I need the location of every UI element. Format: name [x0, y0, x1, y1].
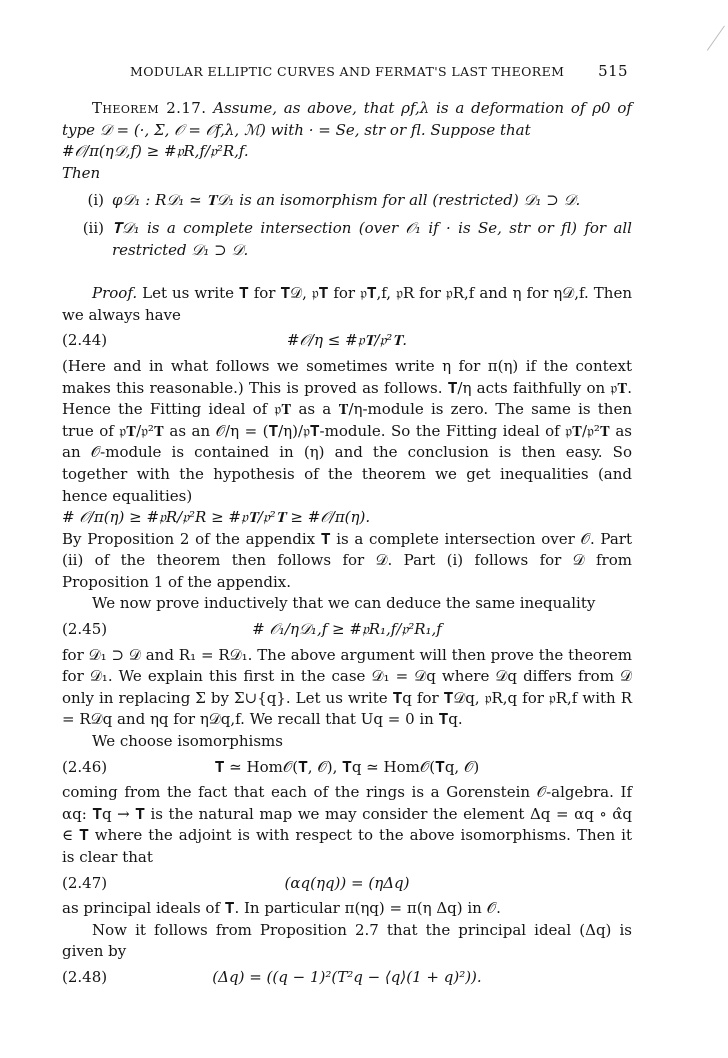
theorem-label: Theorem 2.17. [92, 99, 207, 117]
equation-body: #𝒪/η ≤ #𝔭𝐓/𝔭²𝐓. [286, 331, 408, 350]
theorem-item [62, 218, 632, 261]
theorem-display-eq: #𝒪/π(η𝒟,f) ≥ #𝔭R,f/𝔭²R,f. [62, 142, 249, 161]
proof-paragraph: We choose isomorphisms [92, 732, 283, 751]
equation-tag: (2.46) [62, 757, 108, 776]
proof-paragraph: as principal ideals of 𝐓. In particular π(ηq) = π(η Δq) in 𝒪. [62, 899, 501, 918]
item-label: (ii) [82, 218, 104, 237]
theorem-items [62, 190, 632, 261]
proof-text: Let us write 𝐓 for 𝐓𝒟, 𝔭𝐓 for 𝔭𝐓,f, 𝔭R for 𝔭R,f and η for η𝒟,f. Then we always have [62, 284, 632, 324]
equation-2-47 [62, 873, 632, 895]
proof-paragraph: By Proposition 2 of the appendix 𝐓 is a complete intersection over 𝒪. Part (ii) of the theorem then follows for 𝒟. Part (i) follows for 𝒟 from Proposition 1 of the appendix. [62, 529, 632, 591]
proof-paragraph: for 𝒟₁ ⊃ 𝒟 and R₁ = R𝒟₁. The above argument will then prove the theorem for 𝒟₁. We explain this first in the case 𝒟₁ = 𝒟q where 𝒟q differs from 𝒟 only in replacing Σ by Σ∪{q}. Let us write 𝐓q for 𝐓𝒟q, 𝔭R,q for 𝔭R,f with R = R𝒟q and ηq for η𝒟q,f. We recall that Uq = 0 in 𝐓q. [62, 645, 632, 729]
running-title: MODULAR ELLIPTIC CURVES AND FERMAT'S LAST THEOREM [130, 64, 565, 79]
equation-body: (Δq) = ((q − 1)²(T²q − ⟨q⟩(1 + q)²)). [212, 967, 482, 986]
equation-body: # 𝒪₁/η𝒟₁,f ≥ #𝔭R₁,f/𝔭²R₁,f [252, 620, 442, 639]
equation-tag: (2.48) [62, 967, 108, 986]
proof-label: Proof. [92, 284, 138, 303]
item-text: 𝐓𝒟₁ is a complete intersection (over 𝒪₁ if · is Se, str or fl) for all restricted 𝒟₁ ⊃ 𝒟. [112, 218, 632, 259]
page-number: 515 [598, 62, 628, 80]
item-text: φ𝒟₁ : R𝒟₁ ≃ 𝐓𝒟₁ is an isomorphism for all (restricted) 𝒟₁ ⊃ 𝒟. [112, 191, 581, 210]
item-label: (i) [87, 191, 104, 210]
equation-tag: (2.44) [62, 331, 108, 350]
theorem-then: Then [62, 163, 101, 182]
equation-tag: (2.45) [62, 620, 108, 639]
main-text [62, 98, 632, 993]
proof-paragraph [62, 283, 632, 326]
equation-2-45 [62, 619, 632, 641]
proof-paragraph: (Here and in what follows we sometimes write η for π(η) if the context makes this reasonable.) This is proved as follows. 𝐓/η acts faithfully on 𝔭𝐓. Hence the Fitting ideal of 𝔭𝐓 as a 𝐓/η-module is zero. The same is then true of 𝔭𝐓/𝔭²𝐓 as an 𝒪/η = (𝐓/η)/𝔭𝐓-module. So the Fitting ideal of 𝔭𝐓/𝔭²𝐓 as an 𝒪-module is contained in (η) and the conclusion is then easy. So together with the hypothesis of the theorem we get inequalities (and hence equalities) [62, 356, 632, 505]
equation-2-46 [62, 757, 632, 779]
pencil-mark [692, 15, 725, 50]
proof-paragraph: We now prove inductively that we can deduce the same inequality [92, 594, 596, 613]
theorem-text: Assume, as above, that ρf,λ is a deformation of ρ0 of type 𝒟 = (·, Σ, 𝒪 = 𝒪f,λ, ℳ) with · = Se, str or fl. Suppose that [62, 99, 632, 139]
inequality-chain: # 𝒪/π(η) ≥ #𝔭R/𝔭²R ≥ #𝔭𝐓/𝔭²𝐓 ≥ #𝒪/π(η). [62, 508, 371, 527]
equation-2-48 [62, 967, 632, 989]
proof-paragraph: Now it follows from Proposition 2.7 that the principal ideal (Δq) is given by [62, 920, 632, 961]
equation-tag: (2.47) [62, 873, 108, 892]
equation-body: (αq(ηq)) = (ηΔq) [284, 873, 410, 892]
proof-paragraph: coming from the fact that each of the rings is a Gorenstein 𝒪-algebra. If αq: 𝐓q → 𝐓 is the natural map we may consider the element Δq = αq ∘ α̂q ∈ 𝐓 where the adjoint is with respect to the above isomorphisms. Then it is clear that [62, 783, 632, 866]
equation-2-44 [62, 330, 632, 352]
equation-body: 𝐓 ≃ Hom𝒪(𝐓, 𝒪), 𝐓q ≃ Hom𝒪(𝐓q, 𝒪) [214, 757, 480, 776]
theorem-item [62, 190, 632, 212]
theorem-statement [62, 98, 632, 141]
